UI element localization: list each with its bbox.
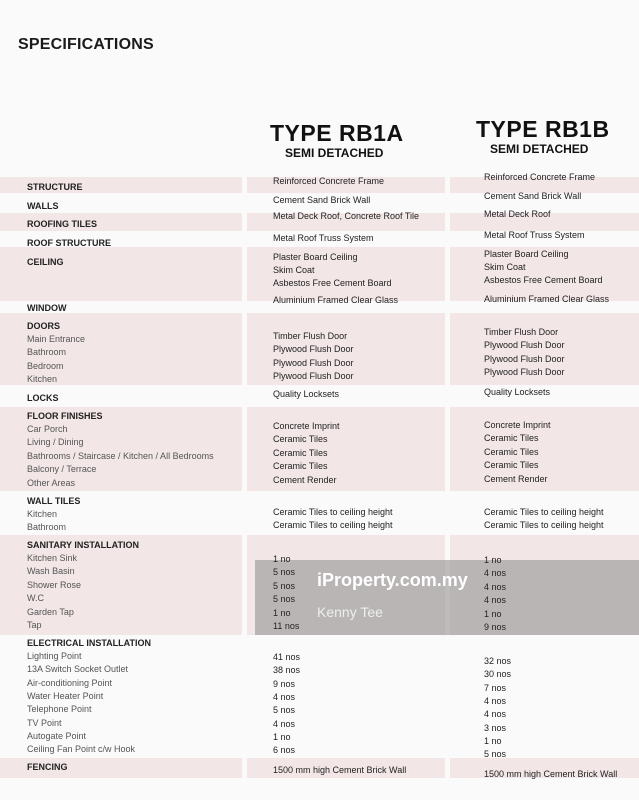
section-heading: ELECTRICAL INSTALLATION [27,638,151,648]
item-label: W.C [27,593,44,604]
rb1b-value: Plywood Flush Door [484,367,565,378]
rb1b-value: Metal Roof Truss System [484,230,585,240]
rb1a-value: Cement Sand Brick Wall [273,195,371,205]
rb1a-value: 9 nos [273,678,296,689]
rb1a-value: 4 nos [273,718,296,729]
item-label: Car Porch [27,424,68,434]
rb1a-value: Metal Roof Truss System [273,233,374,243]
watermark-agent: Kenny Tee [317,604,383,620]
rb1a-value: 38 nos [273,665,301,676]
section-heading: WALL TILES [27,496,81,506]
rb1a-value: Plywood Flush Door [273,344,354,355]
rb1b-value: 1 no [484,555,502,565]
rb1b-value: Concrete Imprint [484,420,551,430]
section-heading: STRUCTURE [27,182,83,192]
rb1b-value: Ceramic Tiles [484,446,539,457]
rb1a-value: Concrete Imprint [273,421,340,431]
rb1a-value: 11 nos [273,621,300,631]
item-label: Kitchen [27,374,58,385]
rb1a-value: Timber Flush Door [273,331,348,341]
section-heading: WALLS [27,201,59,211]
rb1b-value: 4 nos [484,695,507,706]
section-heading: WINDOW [27,303,67,313]
rb1b-value: Ceramic Tiles to ceiling height [484,507,604,517]
rb1b-value: 4 nos [484,581,507,592]
rb1a-value: 5 nos [273,580,296,591]
rb1b-value: Cement Sand Brick Wall [484,191,582,201]
rb1b-value: Ceramic Tiles [484,433,539,444]
item-label: Main Entrance [27,334,86,344]
rb1a-value: Ceramic Tiles [273,461,328,472]
rb1b-value: 1 no [484,608,502,619]
rb1b-value: 32 nos [484,656,512,666]
rb1b-value: 9 nos [484,622,507,632]
column-a-type: TYPE RB1A [270,120,404,146]
rb1b-value: 5 nos [484,749,507,760]
rb1a-value: Quality Locksets [273,389,340,399]
rb1b-value: Timber Flush Door [484,327,559,337]
item-label: Bathroom [27,522,67,533]
rb1a-value: 1 no [273,731,291,742]
rb1a-value: Skim Coat [273,265,315,276]
item-label: Shower Rose [27,579,82,590]
rb1b-value: 4 nos [484,595,507,606]
item-label: Garden Tap [27,606,74,617]
item-label: Other Areas [27,477,76,488]
section-heading: FENCING [27,762,68,772]
rb1a-value: 1500 mm high Cement Brick Wall [273,765,407,775]
rb1a-value: Cement Render [273,474,337,485]
rb1a-value: 5 nos [273,594,296,605]
item-label: Ceiling Fan Point c/w Hook [27,744,136,755]
item-label: Autogate Point [27,730,87,741]
rb1a-value: Aluminium Framed Clear Glass [273,295,399,305]
rb1a-value: Ceramic Tiles [273,434,328,445]
rb1b-value: 1 no [484,735,502,746]
rb1b-value: Skim Coat [484,262,526,273]
rb1a-value: Ceramic Tiles [273,447,328,458]
watermark-logo: iProperty.com.my [317,570,468,590]
section-heading: FLOOR FINISHES [27,411,103,421]
rb1a-value: Ceramic Tiles to ceiling height [273,507,393,517]
item-label: Wash Basin [27,566,75,577]
rb1b-value: 4 nos [484,568,507,579]
rb1a-value: 5 nos [273,705,296,716]
rb1b-value: Ceramic Tiles [484,460,539,471]
rb1b-value: Plywood Flush Door [484,340,565,351]
rb1a-value: 6 nos [273,745,296,756]
rb1a-value: 5 nos [273,567,296,578]
item-label: Air-conditioning Point [27,677,113,688]
rb1a-value: Plywood Flush Door [273,357,354,368]
rb1b-value: Ceramic Tiles to ceiling height [484,520,604,531]
rb1b-value: Plywood Flush Door [484,353,565,364]
rb1b-value: 30 nos [484,669,512,680]
item-label: TV Point [27,717,62,728]
rb1b-value: Metal Deck Roof [484,209,551,219]
column-a-subtitle: SEMI DETACHED [285,146,384,160]
rb1a-value: Reinforced Concrete Frame [273,176,385,186]
rb1a-value: Plaster Board Ceiling [273,252,358,262]
section-heading: LOCKS [27,393,59,403]
rb1b-value: Asbestos Free Cement Board [484,275,603,286]
rb1b-value: Cement Render [484,473,548,484]
rb1b-value: 7 nos [484,682,507,693]
item-label: Living / Dining [27,437,84,448]
rb1b-value: Plaster Board Ceiling [484,249,569,259]
rb1a-value: 4 nos [273,691,296,702]
item-label: 13A Switch Socket Outlet [27,664,129,675]
rb1b-value: 3 nos [484,722,507,733]
item-label: Water Heater Point [27,690,104,701]
rb1a-value: Metal Deck Roof, Concrete Roof Tile [273,211,420,221]
page-title: SPECIFICATIONS [18,36,154,53]
section-heading: ROOF STRUCTURE [27,238,111,248]
rb1b-value: 1500 mm high Cement Brick Wall [484,769,618,779]
item-label: Tap [27,620,42,630]
rb1a-value: Asbestos Free Cement Board [273,278,392,289]
item-label: Balcony / Terrace [27,464,97,475]
item-label: Kitchen Sink [27,553,78,563]
item-label: Lighting Point [27,651,82,661]
shaded-band [0,247,242,301]
rb1a-value: Ceramic Tiles to ceiling height [273,520,393,531]
rb1a-value: 1 no [273,554,291,564]
column-b-subtitle: SEMI DETACHED [490,142,589,156]
rb1a-value: 41 nos [273,652,301,662]
item-label: Bathroom [27,347,67,358]
section-heading: DOORS [27,321,61,331]
watermark [255,560,639,635]
item-label: Bedroom [27,360,64,371]
section-heading: CEILING [27,257,64,267]
section-heading: SANITARY INSTALLATION [27,540,139,550]
rb1b-value: 4 nos [484,709,507,720]
item-label: Bathrooms / Staircase / Kitchen / All Bedrooms [27,450,214,461]
rb1b-value: Quality Locksets [484,387,551,397]
item-label: Kitchen [27,509,58,519]
column-b-type: TYPE RB1B [476,116,610,142]
item-label: Telephone Point [27,704,92,715]
rb1a-value: Plywood Flush Door [273,371,354,382]
rb1b-value: Aluminium Framed Clear Glass [484,294,610,304]
rb1b-value: Reinforced Concrete Frame [484,172,596,182]
section-heading: ROOFING TILES [27,219,98,229]
rb1a-value: 1 no [273,607,291,618]
